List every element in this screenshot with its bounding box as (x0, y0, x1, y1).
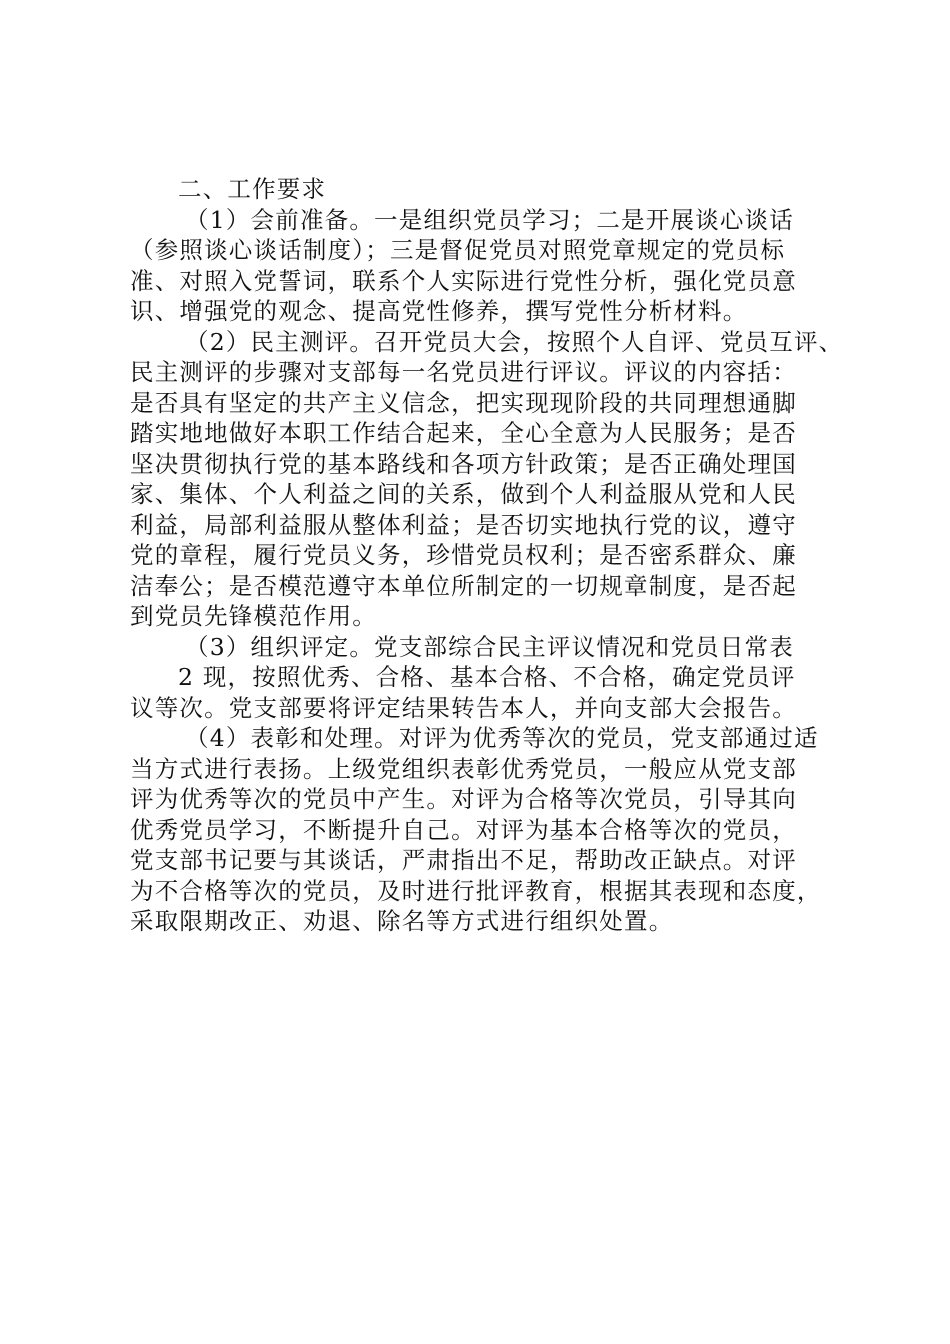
paragraph-4-line: 采取限期改正、劝退、除名等方式进行组织处置。 (130, 907, 674, 935)
paragraph-1-line: （参照谈心谈话制度）；三是督促党员对照党章规定的党员标 (130, 236, 786, 264)
paragraph-2-line: （2）民主测评。召开党员大会，按照个人自评、党员互评、 (185, 327, 844, 356)
paragraph-2-line: 踏实地地做好本职工作结合起来，全心全意为人民服务；是否 (130, 419, 797, 447)
paragraph-4-line: 为不合格等次的党员，及时进行批评教育，根据其表现和态度， (130, 876, 822, 905)
paragraph-4-line: 党支部书记要与其谈话，严肃指出不足，帮助改正缺点。对评 (130, 846, 797, 874)
paragraph-2-line: 洁奉公；是否模范遵守本单位所制定的一切规章制度，是否起 (130, 571, 797, 600)
paragraph-3-line: （3）组织评定。党支部综合民主评议情况和党员日常表 (185, 632, 794, 661)
section-heading: 二、工作要求 (178, 175, 327, 203)
paragraph-2-line: 利益，局部利益服从整体利益；是否切实地执行党的议，遵守 (130, 510, 797, 539)
paragraph-2-line: 民主测评的步骤对支部每一名党员进行评议。评议的内容括： (130, 358, 797, 386)
paragraph-1-line: 准、对照入党誓词，联系个人实际进行党性分析，强化党员意 (130, 266, 797, 295)
paragraph-2-line: 是否具有坚定的共产主义信念，把实现现阶段的共同理想通脚 (130, 388, 797, 417)
paragraph-2-line: 到党员先锋模范作用。 (130, 602, 377, 630)
paragraph-4-line: 优秀党员学习，不断提升自己。对评为基本合格等次的党员， (130, 815, 797, 844)
paragraph-1-line: （1）会前准备。一是组织党员学习；二是开展谈心谈话 (185, 205, 794, 234)
paragraph-3-line: 议等次。党支部要将评定结果转告本人，并向支部大会报告。 (130, 693, 797, 722)
paragraph-3-line: 2 现，按照优秀、合格、基本合格、不合格，确定党员评 (178, 663, 796, 691)
paragraph-4-line: 评为优秀等次的党员中产生。对评为合格等次党员，引导其向 (130, 785, 797, 813)
paragraph-1-line: 识、增强党的观念、提高党性修养，撰写党性分析材料。 (130, 297, 748, 325)
paragraph-4-line: （4）表彰和处理。对评为优秀等次的党员，党支部通过适 (185, 724, 819, 752)
paragraph-4-line: 当方式进行表扬。上级党组织表彰优秀党员，一般应从党支部 (130, 754, 797, 783)
document-body (130, 174, 844, 937)
paragraph-2-line: 坚决贯彻执行党的基本路线和各项方针政策；是否正确处理国 (130, 449, 797, 478)
paragraph-2-line: 家、集体、个人利益之间的关系，做到个人利益服从党和人民 (130, 480, 797, 508)
paragraph-2-line: 党的章程，履行党员义务，珍惜党员权利；是否密系群众、廉 (130, 541, 797, 569)
